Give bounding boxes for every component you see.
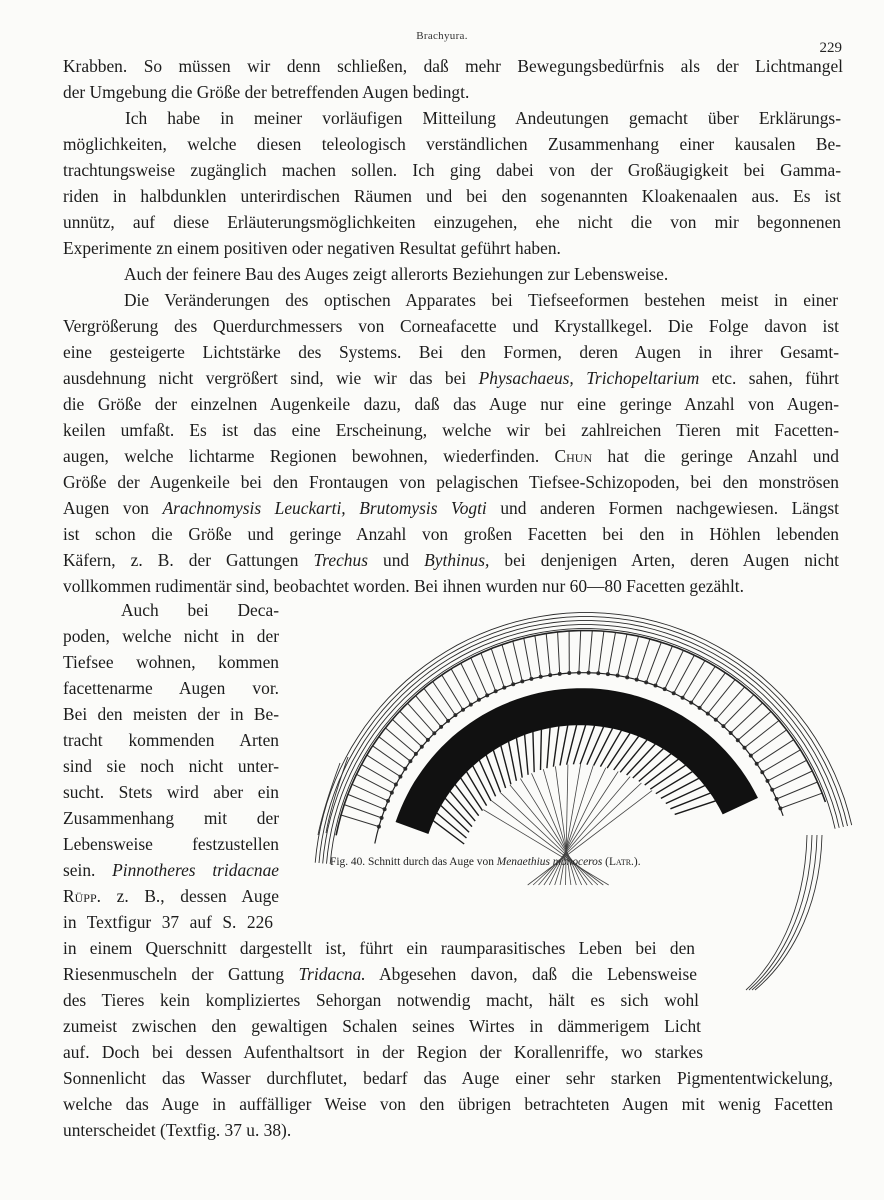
facet-cone xyxy=(608,632,616,674)
text-line xyxy=(63,806,279,830)
facet-cone xyxy=(637,639,650,680)
text-segment: und xyxy=(367,550,425,570)
facet-cone xyxy=(589,631,593,673)
italic-text: Arachnomysis Leuckarti, Brutomysis Vogti xyxy=(162,498,487,518)
facet-cone xyxy=(579,631,581,673)
facet-cone xyxy=(408,703,435,733)
facet-cone xyxy=(700,673,726,708)
facet-cone xyxy=(400,711,428,740)
facet-cone xyxy=(379,737,411,762)
facet-cone xyxy=(392,719,421,746)
text-line xyxy=(63,418,839,442)
running-head: Brachyura. xyxy=(416,30,468,42)
rhabdom-streak xyxy=(541,729,542,770)
nerve-fibre xyxy=(483,810,608,885)
rhabdom-streak xyxy=(587,727,604,765)
text-line xyxy=(63,780,279,804)
facet-cone xyxy=(716,687,745,720)
text-segment: Tiefsee wohnen, kommen xyxy=(63,652,279,672)
text-segment: Riesenmuscheln der Gattung xyxy=(63,964,299,984)
small-caps-text: Rüpp xyxy=(63,886,97,906)
eye-section-figure xyxy=(300,585,860,995)
text-line xyxy=(63,1092,833,1116)
text-segment: .). xyxy=(631,856,641,868)
text-segment: sind sie noch nicht unter- xyxy=(63,756,279,776)
italic-text: Tridacna. xyxy=(298,964,366,984)
text-segment: Zusammenhang mit der xyxy=(63,808,279,828)
text-line xyxy=(63,1066,833,1090)
facet-cone xyxy=(708,680,735,714)
text-line xyxy=(125,106,841,130)
rhabdom-streak xyxy=(675,801,716,815)
nerve-fibre xyxy=(528,791,652,885)
text-segment: auf. Doch bei dessen Aufenthaltsort in der Region der Korallenriffe, wo starkes xyxy=(63,1042,703,1062)
italic-text: Physachaeus, Trichopeltarium xyxy=(478,368,700,388)
facet-cone xyxy=(424,688,448,721)
figure-caption xyxy=(330,856,750,868)
cuticle-line xyxy=(327,625,840,864)
text-line xyxy=(63,832,279,856)
facet-cone xyxy=(362,765,396,785)
italic-text: Pinnotheres tridacnae xyxy=(112,860,279,880)
text-segment: Lebensweise festzustellen xyxy=(63,834,279,854)
italic-text: Menaethius monoceros xyxy=(496,856,603,868)
rhabdom-streak xyxy=(516,738,522,778)
rhabdom-streak xyxy=(473,766,491,801)
text-segment: hat die geringe Anzahl und xyxy=(592,446,839,466)
text-line xyxy=(63,522,839,546)
italic-text: Bythinus, xyxy=(424,550,490,570)
facet-cone xyxy=(373,746,406,769)
rhabdom-streak xyxy=(486,755,500,792)
text-segment: in Textfigur 37 auf S. 226 xyxy=(63,912,273,932)
text-segment: unterscheidet (Textfig. 37 u. 38). xyxy=(63,1120,292,1140)
text-segment: Krabben. So müssen wir denn schließen, daß mehr Bewegungsbedürfnis als der Lichtmangel xyxy=(63,56,843,76)
text-line xyxy=(63,1118,291,1142)
facet-cone xyxy=(665,650,684,689)
rhabdom-streak xyxy=(594,728,613,765)
italic-text: Trechus xyxy=(313,550,368,570)
stalk-line xyxy=(749,835,812,990)
text-segment: unnütz, auf diese Erläuterungsmöglichkeiten einzugehen, ehe nicht die von mir begonnenen xyxy=(63,212,841,232)
rhabdom-streak xyxy=(533,732,534,773)
text-segment: bei denjenigen Arten, deren Augen nicht xyxy=(489,550,839,570)
facet-cone xyxy=(691,666,715,702)
facet-cone xyxy=(442,675,463,710)
text-segment: Augen von xyxy=(63,498,163,518)
facet-cone xyxy=(341,815,379,827)
stalk-line xyxy=(752,835,817,990)
text-line xyxy=(63,158,841,182)
text-segment: Sonnenlicht das Wasser durchflutet, bedarf das Auge einer sehr starken Pigmententwickelung, xyxy=(63,1068,833,1088)
text-line xyxy=(63,754,279,778)
rhabdom-streak xyxy=(661,778,699,798)
facet-cone xyxy=(451,669,471,705)
facet-cone xyxy=(502,645,513,685)
rhabdom-streak xyxy=(547,728,550,769)
text-segment: des Tieres kein kompliziertes Sehorgan notwendig macht, hält es sich wohl xyxy=(63,990,699,1010)
facet-cone xyxy=(367,755,401,777)
rhabdom-streak xyxy=(553,726,559,767)
stalk-line xyxy=(755,835,822,990)
nerve-fibre xyxy=(533,783,641,885)
text-line xyxy=(63,314,839,338)
text-line xyxy=(63,624,279,648)
facet-cone xyxy=(757,740,794,764)
facet-cone xyxy=(344,805,381,818)
text-line xyxy=(63,1040,703,1064)
text-line xyxy=(63,548,839,572)
facet-cone xyxy=(768,760,807,781)
facet-cone xyxy=(491,649,504,688)
rhabdom-streak xyxy=(509,741,517,780)
facet-cone xyxy=(627,636,638,677)
facet-cone xyxy=(598,631,604,673)
text-segment: Abgesehen davon, daß die Lebensweise xyxy=(365,964,697,984)
text-line xyxy=(63,210,841,234)
text-segment: trachtungsweise zugänglich machen sollen. Ich ging dabei von der Großäugigkeit bei Gamma- xyxy=(63,160,841,180)
facet-cone xyxy=(546,634,550,676)
text-segment: Vergrößerung des Querdurchmessers von Corneafacette und Krystallkegel. Die Folge davon ist xyxy=(63,316,839,336)
facet-cone xyxy=(416,696,442,727)
text-line xyxy=(63,676,279,700)
page-number: 229 xyxy=(819,40,842,56)
text-segment: sein. xyxy=(63,860,113,880)
facet-cone xyxy=(461,663,479,700)
cuticle-line xyxy=(319,617,848,863)
cuticle-line xyxy=(330,629,835,864)
facet-cone xyxy=(385,728,416,754)
text-segment: . z. B., dessen Auge xyxy=(96,886,279,906)
text-line xyxy=(63,858,279,882)
rhabdom-streak xyxy=(656,772,693,794)
text-segment: Ich habe in meiner vorläufigen Mitteilung Andeutungen gemacht über Erklärungs- xyxy=(125,108,841,128)
facet-cone xyxy=(513,641,523,681)
text-line xyxy=(63,728,279,752)
cuticle-line xyxy=(323,621,844,864)
facet-cone xyxy=(751,730,787,756)
nerve-fibre xyxy=(520,779,587,885)
text-line xyxy=(63,236,561,260)
text-line xyxy=(63,496,839,520)
rhabdom-streak xyxy=(666,786,705,804)
text-line xyxy=(63,80,469,104)
facet-cone xyxy=(738,712,771,741)
nerve-fibre xyxy=(500,792,598,885)
rhabdom-streak xyxy=(580,725,595,764)
facet-cone xyxy=(780,793,822,808)
facet-cone xyxy=(762,750,800,772)
text-segment: Fig. 40. Schnitt durch das Auge von xyxy=(330,856,497,868)
text-segment: eine gesteigerte Lichtstärke des Systems. Bei den Formen, deren Augen in ihrer Gesamt- xyxy=(63,342,839,362)
text-segment: Bei den meisten der in Be- xyxy=(63,704,279,724)
text-line xyxy=(63,1014,701,1038)
text-segment: tracht kommenden Arten xyxy=(63,730,279,750)
text-segment: zumeist zwischen den gewaltigen Schalen seines Wirtes in dämmerigem Licht xyxy=(63,1016,701,1036)
text-segment: Die Veränderungen des optischen Apparates bei Tiefseeformen bestehen meist in einer xyxy=(124,290,838,310)
rhabdom-streak xyxy=(670,793,710,809)
text-segment: facettenarme Augen vor. xyxy=(63,678,279,698)
facet-cone xyxy=(357,774,392,792)
text-segment: Käfern, z. B. der Gattungen xyxy=(63,550,314,570)
rhabdom-streak xyxy=(479,760,495,796)
text-line xyxy=(63,184,841,208)
rhabdom-streak xyxy=(560,725,568,765)
text-segment: Experimente zn einem positiven oder negativen Resultat geführt haben. xyxy=(63,238,561,258)
text-line xyxy=(63,884,279,908)
small-caps-text: Chun xyxy=(554,446,593,466)
facet-cone xyxy=(524,638,532,679)
text-line xyxy=(124,262,668,286)
text-segment: ausdehnung nicht vergrößert sind, wie wir das bei xyxy=(63,368,479,388)
text-segment: Auch der feinere Bau des Auges zeigt allerorts Beziehungen zur Lebensweise. xyxy=(124,264,669,284)
rhabdom-streak xyxy=(525,735,529,775)
text-segment: etc. sahen, führt xyxy=(699,368,839,388)
text-line xyxy=(63,650,279,674)
text-segment: welche das Auge in auffälliger Weise von den übrigen betrachteten Augen mit wenig Facetten xyxy=(63,1094,833,1114)
text-segment: keilen umfaßt. Es ist das eine Erscheinung, welche wir bei zahlreichen Tieren mit Facetten- xyxy=(63,420,839,440)
text-line xyxy=(63,444,839,468)
text-line xyxy=(63,132,841,156)
text-segment: ( xyxy=(602,856,609,868)
text-line xyxy=(121,598,279,622)
text-segment: Größe der Augenkeile bei den Frontaugen von pelagischen Tiefsee-Schizopoden, bei den monströsen xyxy=(63,472,839,492)
facet-cone xyxy=(683,661,705,698)
text-line xyxy=(63,470,839,494)
text-segment: möglichkeiten, welche diesen teleologisch verständlichen Zusammenhang einer kausalen Be- xyxy=(63,134,841,154)
facet-cone xyxy=(674,655,695,693)
small-caps-text: Latr xyxy=(608,856,632,868)
facet-cone xyxy=(535,636,541,677)
facet-cone xyxy=(618,634,627,676)
text-segment: augen, welche lichtarme Regionen bewohnen, wiederfinden. xyxy=(63,446,555,466)
text-segment: Auch bei Deca- xyxy=(121,600,279,620)
text-segment: riden in halbdunklen unterirdischen Räumen und bei den sogenannten Kloakenaalen aus. Es ist xyxy=(63,186,841,206)
stalk-line xyxy=(746,835,807,990)
text-segment: und anderen Formen nachgewiesen. Längst xyxy=(486,498,839,518)
nerve-fibre xyxy=(491,801,603,885)
text-line xyxy=(63,54,843,78)
facet-cone xyxy=(731,703,763,733)
text-segment: sucht. Stets wird aber ein xyxy=(63,782,279,802)
facet-cone xyxy=(745,721,780,748)
text-line xyxy=(63,392,839,416)
text-line xyxy=(63,702,279,726)
text-line xyxy=(63,366,839,390)
text-segment: der Umgebung die Größe der betreffenden Augen bedingt. xyxy=(63,82,470,102)
text-line xyxy=(63,910,273,934)
facet-cone xyxy=(558,632,560,674)
text-segment: poden, welche nicht in der xyxy=(63,626,279,646)
facet-cone xyxy=(723,695,753,726)
text-segment: vollkommen rudimentär sind, beobachtet worden. Bei ihnen wurden nur 60—80 Facetten gezählt. xyxy=(63,576,744,596)
text-segment: ist schon die Größe und geringe Anzahl von großen Facetten bei den in Höhlen lebenden xyxy=(63,524,839,544)
facet-cone xyxy=(433,682,456,716)
text-line xyxy=(124,288,838,312)
text-segment: die Größe der einzelnen Augenkeile dazu, daß das Auge nur eine geringe Anzahl von Augen- xyxy=(63,394,839,414)
text-line xyxy=(63,340,839,364)
text-segment: in einem Querschnitt dargestellt ist, führt ein raumparasitisches Leben bei den xyxy=(63,938,695,958)
